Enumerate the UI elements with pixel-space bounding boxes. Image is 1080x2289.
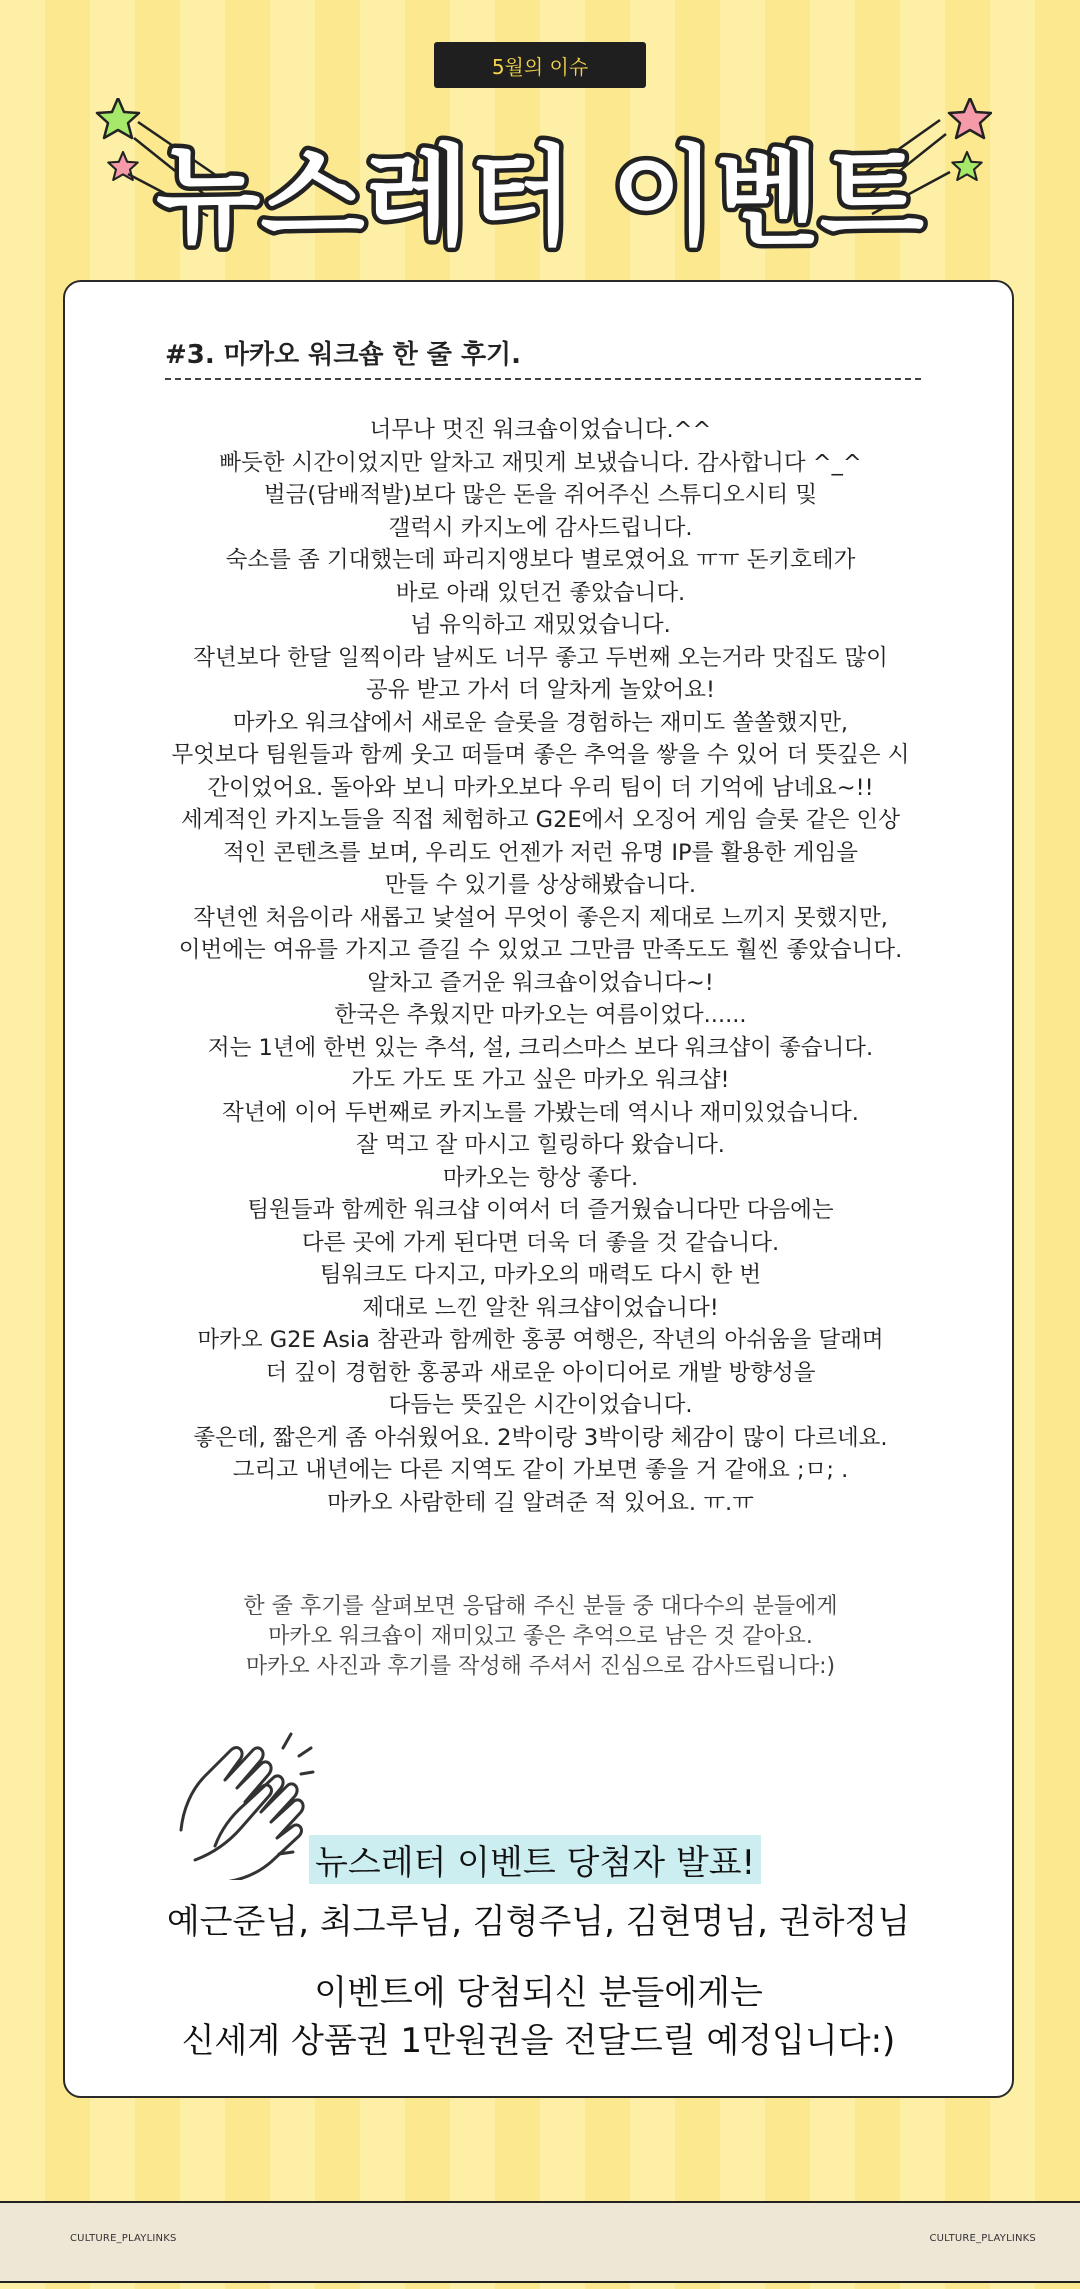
review-line: 만들 수 있기를 상상해봤습니다. [384,872,697,898]
dashed-divider [165,378,921,380]
review-line: 마카오 워크샵에서 새로운 슬롯을 경험하는 재미도 쏠쏠했지만, [232,709,849,736]
review-line: 갤럭시 카지노에 감사드립니다. [388,514,693,541]
review-list [105,414,976,1519]
review-line: 제대로 느낀 알찬 워크샵이었습니다! [362,1294,719,1321]
review-line: 무엇보다 팀원들과 함께 웃고 떠들며 좋은 추억을 쌓을 수 있어 더 뜻깊은 시 [171,742,910,768]
review-line: 마카오는 항상 좋다. [442,1164,639,1191]
review-line: 저는 1년에 한번 있는 추석, 설, 크리스마스 보다 워크샵이 좋습니다. [207,1034,874,1061]
review-line: 간이었어요. 돌아와 보니 마카오보다 우리 팀이 더 기억에 남네요~!! [207,774,874,801]
review-line: 바로 아래 있던건 좋았습니다. [395,579,686,606]
review-line: 숙소를 좀 기대했는데 파리지앵보다 별로였어요 ㅠㅠ 돈키호테가 [225,547,856,573]
review-line: 빠듯한 시간이었지만 알차고 재밋게 보냈습니다. 감사합니다 ^_^ [219,449,862,476]
review-line: 가도 가도 또 가고 싶은 마카오 워크샵! [351,1067,730,1093]
review-line: 적인 콘텐츠를 보며, 우리도 언젠가 저런 유명 IP를 활용한 게임을 [222,839,859,866]
section-title: #3. 마카오 워크숍 한 줄 후기. [165,340,522,370]
star-icon [952,152,981,180]
review-line: 작년엔 처음이라 새롭고 낯설어 무엇이 좋은지 제대로 느끼지 못했지만, [193,904,888,931]
header [0,0,1080,270]
review-line: 작년에 이어 두번째로 카지노를 가봤는데 역시나 재미있었습니다. [222,1099,859,1126]
footer-brand-right: CULTURE_PLAYLINKS [929,2233,1036,2244]
winner-names: 예근준님, 최그루님, 김형주님, 김현명님, 권하정님 [166,1902,911,1942]
footer-brand-left: CULTURE_PLAYLINKS [70,2233,177,2244]
review-line: 공유 받고 가서 더 알차게 놀았어요! [365,677,716,703]
summary-line: 마카오 사진과 후기를 작성해 주셔서 진심으로 감사드립니다:) [245,1654,836,1679]
review-line: 작년보다 한달 일찍이라 날씨도 너무 좋고 두번째 오는거라 맛집도 많이 [193,644,888,671]
review-line: 벌금(담배적발)보다 많은 돈을 쥐어주신 스튜디오시티 및 [263,482,818,508]
review-line: 좋은데, 짧은게 좀 아쉬웠어요. 2박이랑 3박이랑 체감이 많이 다르네요. [193,1424,888,1451]
review-line: 세계적인 카지노들을 직접 체험하고 G2E에서 오징어 게임 슬롯 같은 인상 [181,807,900,833]
review-line: 더 깊이 경험한 홍콩과 새로운 아이디어로 개발 방향성을 [265,1359,816,1386]
review-line: 다듬는 뜻깊은 시간이었습니다. [388,1392,693,1418]
review-line: 이번에는 여유를 가지고 즐길 수 있었고 그만큼 만족도도 훨씬 좋았습니다. [178,937,903,963]
summary-text [105,1592,976,1682]
newsletter-event-title-art [88,98,992,268]
review-line: 팀워크도 다지고, 마카오의 매력도 다시 한 번 [319,1262,762,1288]
summary-line: 마카오 워크숍이 재미있고 좋은 추억으로 남은 것 같아요. [268,1624,813,1649]
review-line: 마카오 사람한테 길 알려준 적 있어요. ㅠ.ㅠ [327,1489,754,1516]
review-line: 마카오 G2E Asia 참관과 함께한 홍콩 여행은, 작년의 아쉬움을 달래며 [197,1327,884,1353]
content-card [63,280,1014,2098]
prize-notice [65,1969,1012,2065]
review-line: 잘 먹고 잘 마시고 힐링하다 왔습니다. [356,1132,725,1158]
svg-text:뉴스레터 이벤트: 뉴스레터 이벤트 [156,135,924,260]
review-line: 넘 유익하고 재밌었습니다. [410,612,671,638]
review-line: 알차고 즐거운 워크숍이었습니다~! [367,969,714,996]
issue-badge: 5월의 이슈 [434,42,646,88]
prize-notice-line: 신세계 상품권 1만원권을 전달드릴 예정입니다:) [181,2021,896,2061]
review-line: 그리고 내년에는 다른 지역도 같이 가보면 좋을 거 같애요 ;ㅁ; . [232,1457,849,1483]
star-icon [97,98,139,138]
prize-notice-line: 이벤트에 당첨되신 분들에게는 [314,1973,763,2013]
review-line: 팀원들과 함께한 워크샵 이여서 더 즐거웠습니다만 다음에는 [247,1197,834,1223]
star-icon [949,98,991,138]
review-line: 다른 곳에 가게 된다면 더욱 더 좋을 것 같습니다. [301,1229,780,1256]
review-line: 너무나 멋진 워크숍이었습니다.^^ [369,417,712,443]
review-line: 한국은 추웠지만 마카오는 여름이었다...... [334,1002,747,1028]
footer [0,2201,1080,2283]
winner-announcement-title: 뉴스레터 이벤트 당첨자 발표! [309,1835,761,1884]
summary-line: 한 줄 후기를 살펴보면 응답해 주신 분들 중 대다수의 분들에게 [243,1594,838,1619]
